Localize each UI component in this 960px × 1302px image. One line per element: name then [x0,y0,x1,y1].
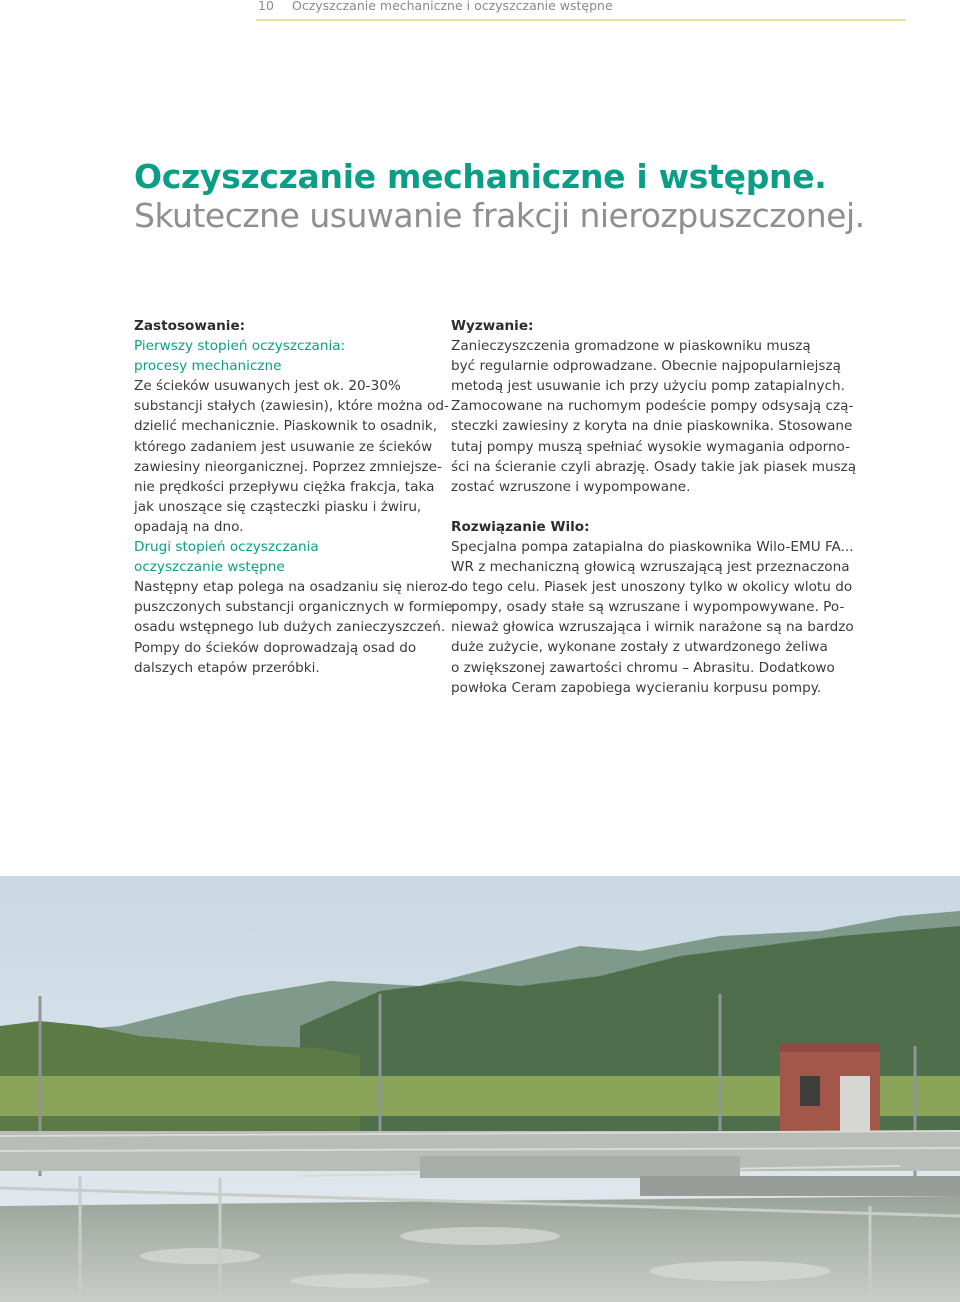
paragraph-line: zawiesiny nieorganicznej. Poprzez zmniejsze- [134,458,442,475]
bridge-deck [420,1156,740,1178]
paragraph-line: do tego celu. Piasek jest unoszony tylko w okolicy wlotu do [451,579,853,596]
subheading-line: Drugi stopień oczyszczania [134,539,319,556]
paragraph-line: o zwiększonej zawartości chromu – Abrasitu. Dodatkowo [451,659,835,676]
paragraph-line: Pompy do ścieków doprowadzają osad do [134,639,417,656]
paragraph-line: nie prędkości przepływu ciężka frakcja, taka [134,478,435,495]
subheading-line: oczyszczanie wstępne [134,559,285,576]
paragraph-line: Następny etap polega na osadzaniu się nieroz- [134,579,453,596]
paragraph-line: dalszych etapów przeróbki. [134,659,320,676]
running-header [256,0,906,21]
running-title: Oczyszczanie mechaniczne i oczyszczanie wstępne [292,0,613,13]
paragraph-line: jak unoszące się cząsteczki piasku i żwiru, [134,498,422,515]
subheading-line: procesy mechaniczne [134,358,282,375]
title-line-1: Oczyszczanie mechaniczne i wstępne. [134,157,827,196]
paragraph-line: pompy, osady stałe są wzruszane i wypompowywane. Po- [451,599,845,616]
paragraph-line: ści na ścieranie czyli abrazję. Osady takie jak piasek muszą [451,458,857,475]
page-number: 10 [258,0,274,13]
paragraph-line: metodą jest usuwanie ich przy użyciu pomp zatapialnych. [451,378,845,395]
paragraph-line: Specjalna pompa zatapialna do piaskownika Wilo-EMU FA... [451,538,854,555]
heading-rozwiazanie: Rozwiązanie Wilo: [451,518,590,535]
paragraph-line: Zamocowane na ruchomym podeście pompy odsysają czą- [451,398,854,415]
page-title [134,158,914,236]
paragraph-line: duże zużycie, wykonane zostały z utwardzonego żeliwa [451,639,828,656]
paragraph-line: nieważ głowica wzruszająca i wirnik narażone są na bardzo [451,619,854,636]
paragraph-line: dzielić mechanicznie. Piaskownik to osadnik, [134,418,438,435]
paragraph-line: opadają na dno. [134,518,244,535]
heading-zastosowanie: Zastosowanie: [134,318,246,334]
paragraph-line: którego zadaniem jest usuwanie ze ścieków [134,438,433,455]
paragraph-line: Ze ścieków usuwanych jest ok. 20-30% [134,378,401,395]
title-line-2: Skuteczne usuwanie frakcji nierozpuszczonej. [134,196,865,235]
left-column [134,316,453,678]
paragraph-line: tutaj pompy muszą spełniać wysokie wymagania odporno- [451,438,851,455]
paragraph-line: puszczonych substancji organicznych w formie [134,599,453,616]
paragraph-line: WR z mechaniczną głowicą wzruszającą jest przeznaczona [451,559,850,576]
paragraph-line: powłoka Ceram zapobiega wycieraniu korpusu pompy. [451,679,822,696]
paragraph-line: być regularnie odprowadzane. Obecnie najpopularniejszą [451,358,841,375]
paragraph-line: steczki zawiesiny z koryta na dnie piaskownika. Stosowane [451,418,853,435]
paragraph-line: substancji stałych (zawiesin), które można od- [134,398,449,415]
subheading-line: Pierwszy stopień oczyszczania: [134,338,346,355]
paragraph-line: Zanieczyszczenia gromadzone w piaskowniku muszą [451,338,811,355]
treatment-plant-photo [0,876,960,1302]
right-column [451,316,857,698]
paragraph-line: osadu wstępnego lub dużych zanieczyszczeń. [134,619,446,636]
paragraph-line: zostać wzruszone i wypompowane. [451,478,691,495]
heading-wyzwanie: Wyzwanie: [451,318,534,334]
